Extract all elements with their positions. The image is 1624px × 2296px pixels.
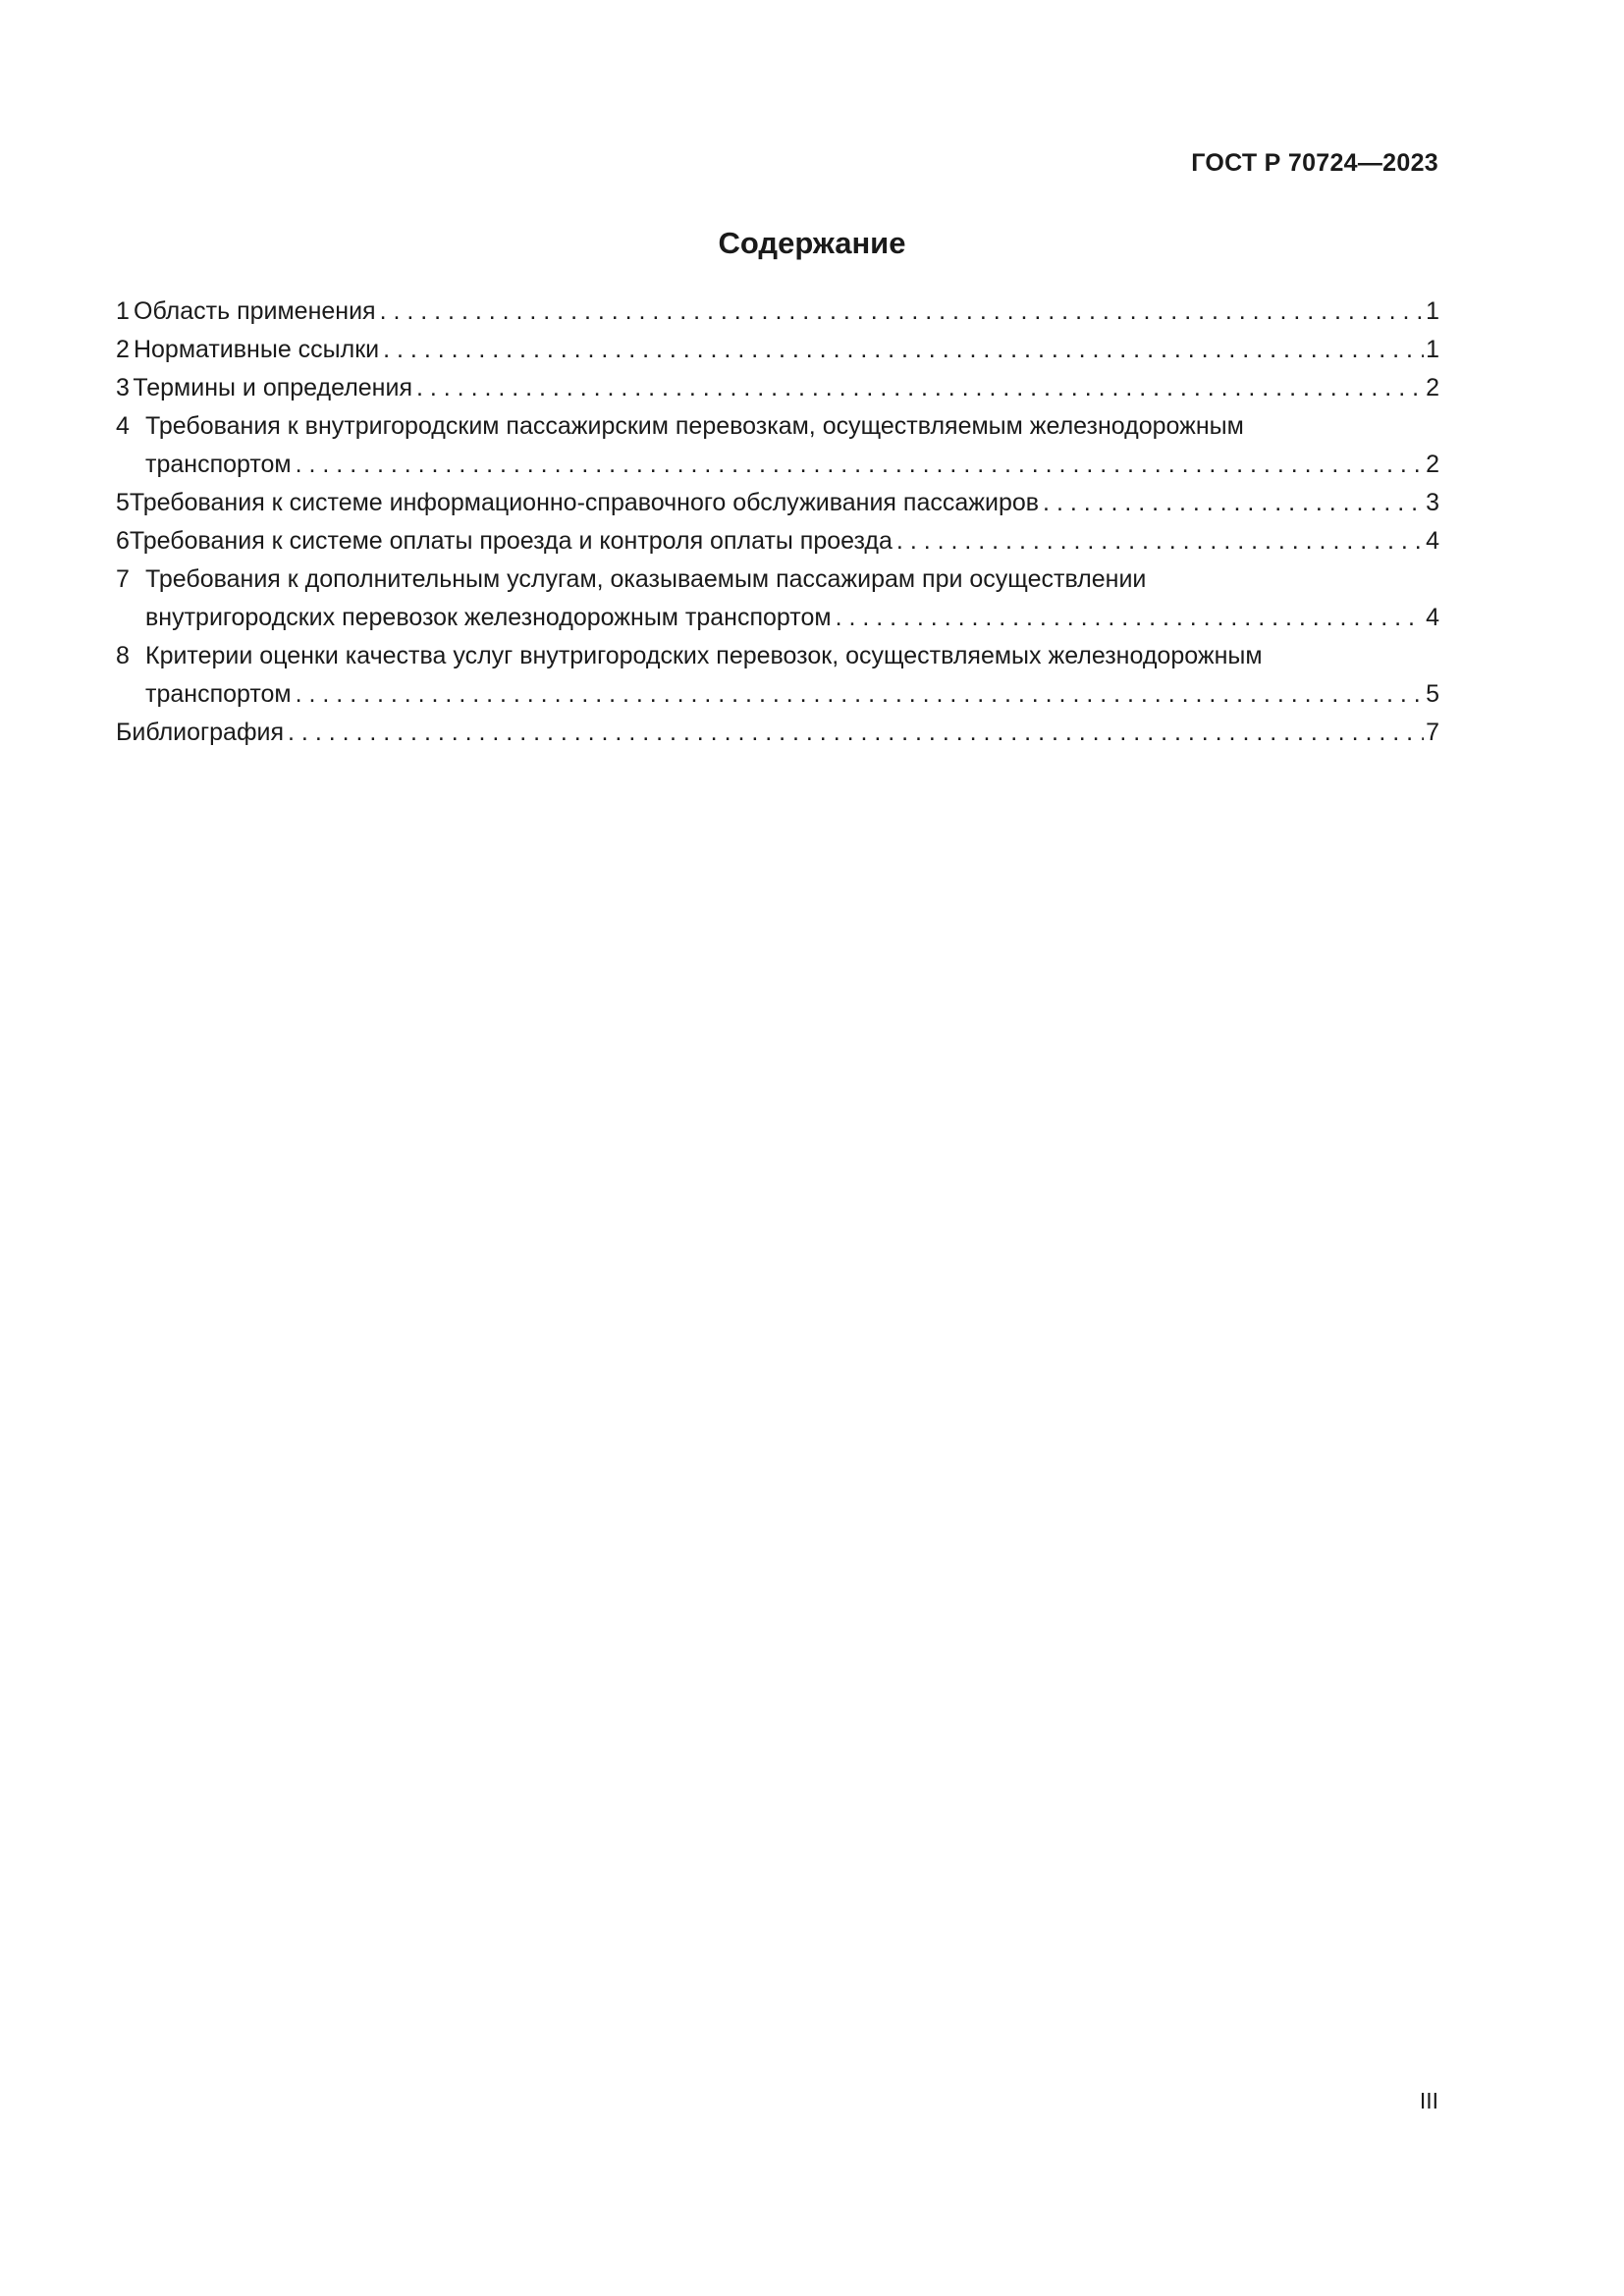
toc-entry-title: Критерии оценки качества услуг внутригородских перевозок, осуществляемых железнодорожным [145,642,1263,669]
toc-title: Содержание [718,226,906,260]
toc-entry-2[interactable] [116,331,1439,369]
toc-entry-bibliography[interactable] [116,714,1439,752]
toc-entry-page: 5 [1426,680,1439,708]
document-code: ГОСТ Р 70724—2023 [1191,149,1438,177]
table-of-contents [116,293,1439,752]
toc-entry-8[interactable] [116,637,1439,714]
toc-entry-line-continued [116,446,1439,484]
toc-entry-title-continued: транспортом [145,680,292,708]
toc-entry-5[interactable] [116,484,1439,522]
toc-entry-number: 6 [116,527,130,555]
toc-entry-page: 1 [1426,336,1439,363]
toc-entry-number: 1 [116,297,130,325]
toc-entry-title: Область применения [134,297,376,325]
toc-entry-line [116,293,1439,331]
page-number: III [1419,2088,1438,2113]
toc-entry-line [116,637,1439,675]
toc-entry-line [116,561,1439,599]
toc-entry-title: Требования к внутригородским пассажирским перевозкам, осуществляемым железнодорожным [145,412,1244,440]
toc-entry-page: 2 [1426,374,1439,401]
toc-entry-title: Термины и определения [133,374,412,401]
toc-entry-line [116,484,1439,522]
dot-leader [416,369,1424,407]
toc-entry-3[interactable] [116,369,1439,407]
toc-entry-title: Нормативные ссылки [133,336,380,363]
toc-entry-number: 5 [116,489,130,516]
toc-entry-1[interactable] [116,293,1439,331]
toc-entry-line-continued [116,675,1439,714]
toc-entry-7[interactable] [116,561,1439,637]
toc-entry-title-continued: внутригородских перевозок железнодорожным транспортом [145,604,832,631]
dot-leader [380,293,1425,331]
toc-entry-6[interactable] [116,522,1439,561]
toc-entry-number: 8 [116,642,130,669]
toc-entry-line-continued [116,599,1439,637]
toc-entry-line [116,331,1439,369]
dot-leader [296,446,1424,484]
toc-entry-title-continued: транспортом [145,451,292,478]
toc-entry-page: 7 [1426,719,1439,746]
toc-entry-number: 7 [116,565,130,593]
toc-entry-line [116,407,1439,446]
toc-entry-page: 1 [1426,297,1439,325]
dot-leader [1043,484,1424,522]
toc-entry-title: Библиография [116,719,285,746]
toc-entry-number: 4 [116,412,130,440]
toc-entry-title: Требования к системе информационно-справочного обслуживания пассажиров [129,489,1040,516]
dot-leader [836,599,1425,637]
dot-leader [896,522,1424,561]
toc-entry-page: 2 [1426,451,1439,478]
toc-entry-number: 3 [116,374,130,401]
toc-entry-4[interactable] [116,407,1439,484]
dot-leader [383,331,1424,369]
toc-entry-page: 4 [1426,604,1439,631]
toc-entry-title: Требования к системе оплаты проезда и контроля оплаты проезда [129,527,893,555]
toc-entry-title: Требования к дополнительным услугам, оказываемым пассажирам при осуществлении [145,565,1147,593]
toc-entry-line [116,714,1439,752]
toc-entry-page: 3 [1426,489,1439,516]
toc-entry-line [116,369,1439,407]
dot-leader [296,675,1424,714]
dot-leader [288,714,1424,752]
toc-entry-page: 4 [1426,527,1439,555]
toc-entry-line [116,522,1439,561]
toc-entry-number: 2 [116,336,130,363]
